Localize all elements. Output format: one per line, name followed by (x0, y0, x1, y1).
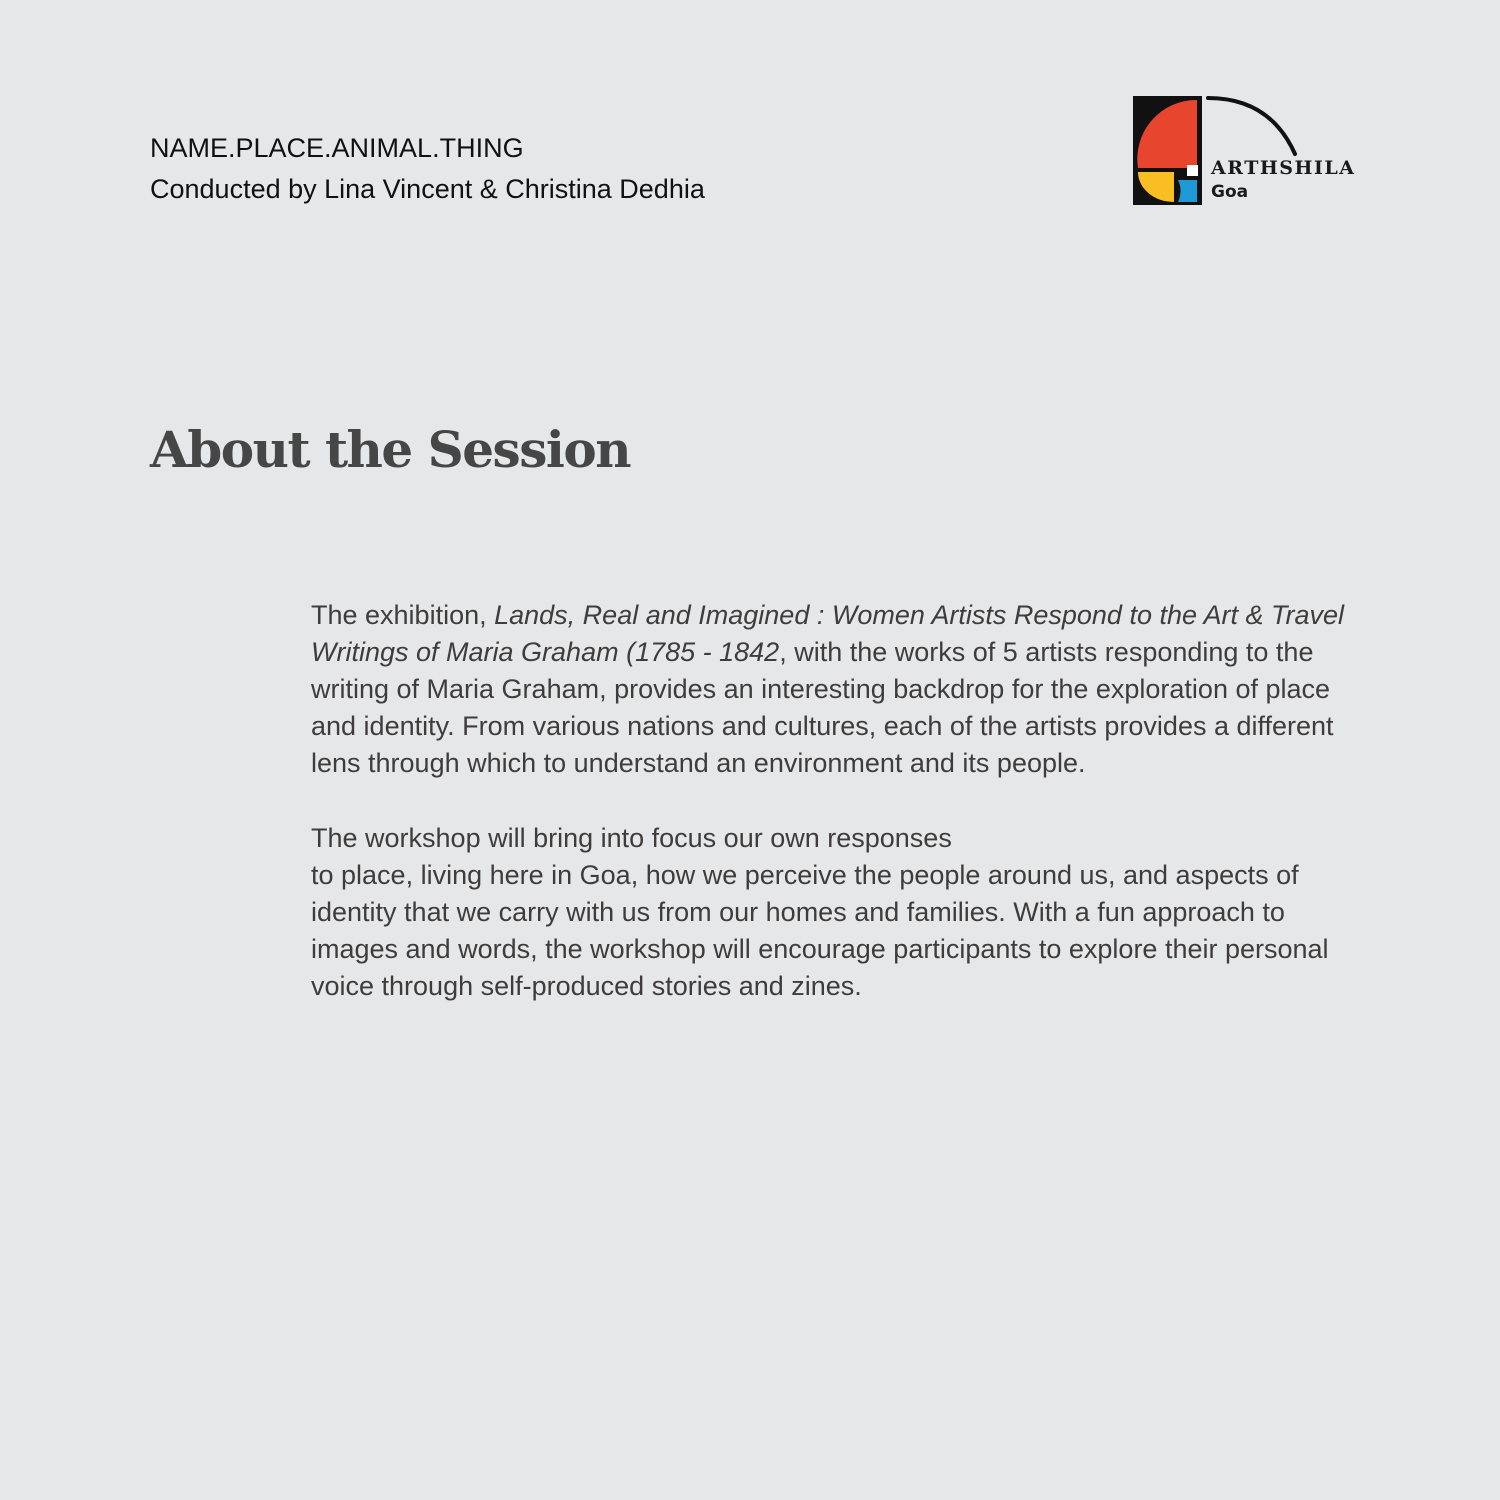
section-title: About the Session (150, 420, 631, 479)
session-description (311, 597, 1371, 1005)
logo-city: Goa (1211, 182, 1249, 202)
paragraph-workshop-rest: to place, living here in Goa, how we perceive the people around us, and aspects of identity that we carry with us from our homes and families. With a fun approach to images and words, the workshop will encourage participants to explore their personal voice through self-produced stories and zines. (311, 860, 1329, 1001)
session-title: NAME.PLACE.ANIMAL.THING (150, 133, 524, 163)
paragraph-exhibition-prefix: The exhibition, (311, 600, 495, 630)
arthshila-logo (1130, 92, 1360, 207)
paragraph-exhibition (311, 597, 1371, 782)
session-header (150, 128, 705, 210)
paragraph-workshop-line1: The workshop will bring into focus our own responses (311, 823, 952, 853)
session-conductors: Conducted by Lina Vincent & Christina Dedhia (150, 174, 705, 204)
paragraph-exhibition-suffix: , with the works of 5 artists responding to the writing of Maria Graham, provides an interesting backdrop for the exploration of place and identity. From various nations and cultures, each of the artists provides a different lens through which to understand an environment and its people. (311, 637, 1334, 778)
logo-name: ARTHSHILA (1211, 157, 1356, 179)
exhibition-title: Lands, Real and Imagined : Women Artists Respond to the Art & Travel Writings of Maria Graham (1785 - 1842 (311, 600, 1345, 667)
paragraph-workshop (311, 820, 1371, 1005)
